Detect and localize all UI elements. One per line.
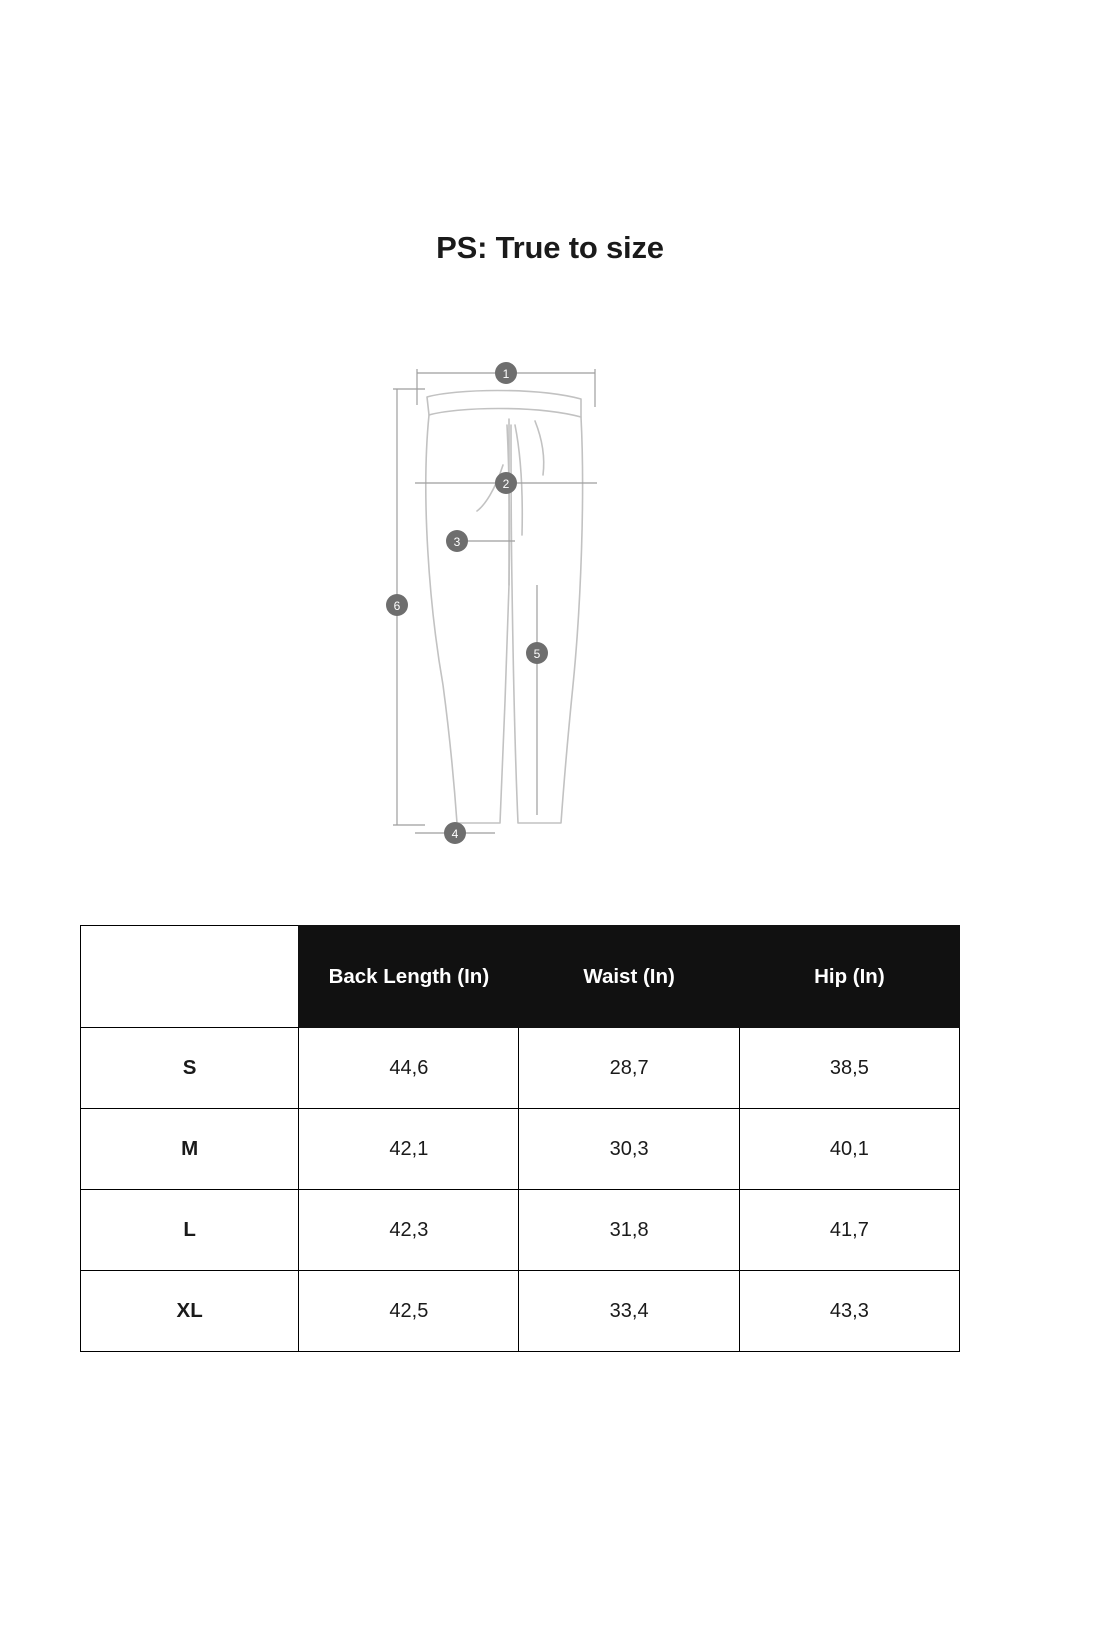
size-label-s: S	[81, 1028, 299, 1109]
table-header-row	[81, 926, 960, 1028]
marker-2-label: 2	[502, 477, 510, 491]
cell-s-waist: 28,7	[519, 1028, 739, 1109]
marker-3-label: 3	[453, 535, 461, 549]
marker-1-label: 1	[502, 367, 510, 381]
column-header-hip: Hip (In)	[739, 926, 959, 1028]
cell-l-back-length: 42,3	[299, 1190, 519, 1271]
marker-4-label: 4	[451, 827, 459, 841]
table-corner-cell	[81, 926, 299, 1028]
column-header-back-length: Back Length (In)	[299, 926, 519, 1028]
cell-l-hip: 41,7	[739, 1190, 959, 1271]
column-header-waist: Waist (In)	[519, 926, 739, 1028]
size-chart-table	[80, 925, 960, 1352]
cell-l-waist: 31,8	[519, 1190, 739, 1271]
cell-xl-waist: 33,4	[519, 1271, 739, 1352]
cell-m-back-length: 42,1	[299, 1109, 519, 1190]
cell-s-back-length: 44,6	[299, 1028, 519, 1109]
size-label-l: L	[81, 1190, 299, 1271]
table-row	[81, 1028, 960, 1109]
cell-m-waist: 30,3	[519, 1109, 739, 1190]
cell-s-hip: 38,5	[739, 1028, 959, 1109]
table-row	[81, 1190, 960, 1271]
cell-m-hip: 40,1	[739, 1109, 959, 1190]
page-title: PS: True to size	[436, 230, 664, 265]
cell-xl-hip: 43,3	[739, 1271, 959, 1352]
size-label-xl: XL	[81, 1271, 299, 1352]
marker-6-label: 6	[393, 599, 401, 613]
cell-xl-back-length: 42,5	[299, 1271, 519, 1352]
pants-measurement-diagram	[385, 355, 675, 855]
size-label-m: M	[81, 1109, 299, 1190]
marker-5-label: 5	[533, 647, 541, 661]
table-row	[81, 1109, 960, 1190]
table-row	[81, 1271, 960, 1352]
